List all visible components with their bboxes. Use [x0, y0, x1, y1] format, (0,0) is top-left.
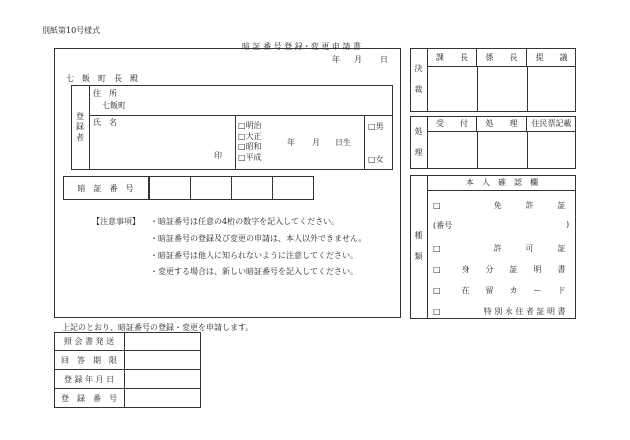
approval-col-proposal: 提 議	[535, 52, 568, 62]
note-item-4: ・変更する場合は、新しい暗証番号を記入してください。	[150, 267, 358, 276]
note-item-2: ・暗証番号の登録及び変更の申請は、本人以外できません。	[150, 234, 367, 243]
bottom-row-line	[124, 350, 201, 351]
row-inquiry-sent: 照 会 書 発 送	[54, 332, 124, 351]
bottom-row-line	[124, 388, 201, 389]
form-number: 別紙第10号様式	[42, 26, 101, 35]
note-item-3: ・暗証番号は他人に知られないように注意してください。	[150, 251, 358, 260]
pin-digit-2[interactable]	[190, 176, 232, 200]
approval-divider	[477, 66, 478, 112]
registrant-table	[71, 85, 393, 170]
era-showa-checkbox[interactable]: □ 昭和	[238, 142, 262, 153]
approval-col-section-chief: 課 長	[428, 48, 477, 66]
registrant-side-label: 登 録 者	[71, 85, 90, 170]
pin-digit-3[interactable]	[231, 176, 273, 200]
id-license-checkbox[interactable]: □ 免 許 証	[433, 200, 571, 211]
pin-digit-4[interactable]	[272, 176, 314, 200]
id-residence-card-checkbox[interactable]: □ 在 留 カ ー ド	[433, 285, 571, 296]
bottom-table-divider	[124, 332, 125, 408]
era-options	[238, 121, 262, 163]
approval-side-label: 決 裁	[410, 48, 428, 112]
address-label: 住 所	[93, 89, 117, 98]
address-value[interactable]: 七飯町	[102, 101, 126, 110]
identity-side-label: 種 類	[410, 175, 428, 319]
name-label: 氏 名	[93, 118, 117, 127]
birth-divider	[235, 115, 236, 170]
approval-header-line	[428, 66, 576, 67]
id-special-resident-checkbox[interactable]: □ 特 別 永 住 者 証 明 書	[433, 306, 571, 317]
process-col-reception: 受 付	[428, 116, 477, 131]
address-divider	[90, 115, 393, 116]
license-number-label: (番号	[433, 221, 453, 230]
processing-side-label: 処 理	[410, 116, 428, 169]
date-day: 日	[380, 55, 388, 64]
note-item-1: ・暗証番号は任意の4桁の数字を記入してください。	[150, 217, 340, 226]
pin-label: 暗 証 番 号	[63, 176, 149, 200]
era-taisho-checkbox[interactable]: □ 大正	[238, 132, 262, 143]
date-month: 月	[354, 55, 362, 64]
addressee: 七 飯 町 長 殿	[66, 74, 138, 83]
era-meiji-checkbox[interactable]: □ 明治	[238, 121, 262, 132]
row-registration-number: 登 録 番 号	[61, 394, 117, 403]
process-col-processing: 処 理	[477, 116, 527, 131]
date-year: 年	[332, 55, 340, 64]
birth-month: 月	[312, 138, 320, 147]
approval-col-unit-chief: 係 長	[477, 48, 527, 66]
seal-mark: 印	[214, 151, 222, 160]
process-col-resident-record: 住民票記載	[531, 119, 572, 128]
processing-divider	[527, 131, 528, 169]
row-registration-date: 登 録 年 月 日	[54, 370, 124, 389]
license-number-close: )	[566, 220, 570, 229]
pin-digit-1[interactable]	[149, 176, 191, 200]
form-title: 暗 証 番 号 登 録・変 更 申 請 書	[242, 42, 361, 51]
application-statement: 上記のとおり、暗証番号の登録・変更を申請します。	[62, 323, 254, 332]
notes-title: 【注意事項】	[92, 217, 140, 226]
approval-divider	[527, 66, 528, 112]
identity-title: 本 人 確 認 欄	[428, 175, 576, 191]
birth-year: 年	[287, 138, 295, 147]
birth-day: 日生	[335, 138, 351, 147]
id-identification-checkbox[interactable]: □ 身 分 証 明 書	[433, 264, 571, 275]
gender-male-checkbox[interactable]: □ 男	[368, 121, 384, 132]
bottom-row-line	[124, 369, 201, 370]
id-permit-checkbox[interactable]: □ 許 可 証	[433, 243, 571, 254]
processing-header-line	[428, 131, 576, 132]
gender-divider	[364, 115, 365, 170]
gender-female-checkbox[interactable]: □ 女	[368, 154, 384, 165]
row-reply-deadline: 回 答 期 限	[54, 351, 124, 370]
era-heisei-checkbox[interactable]: □ 平成	[238, 153, 262, 164]
processing-divider	[477, 131, 478, 169]
